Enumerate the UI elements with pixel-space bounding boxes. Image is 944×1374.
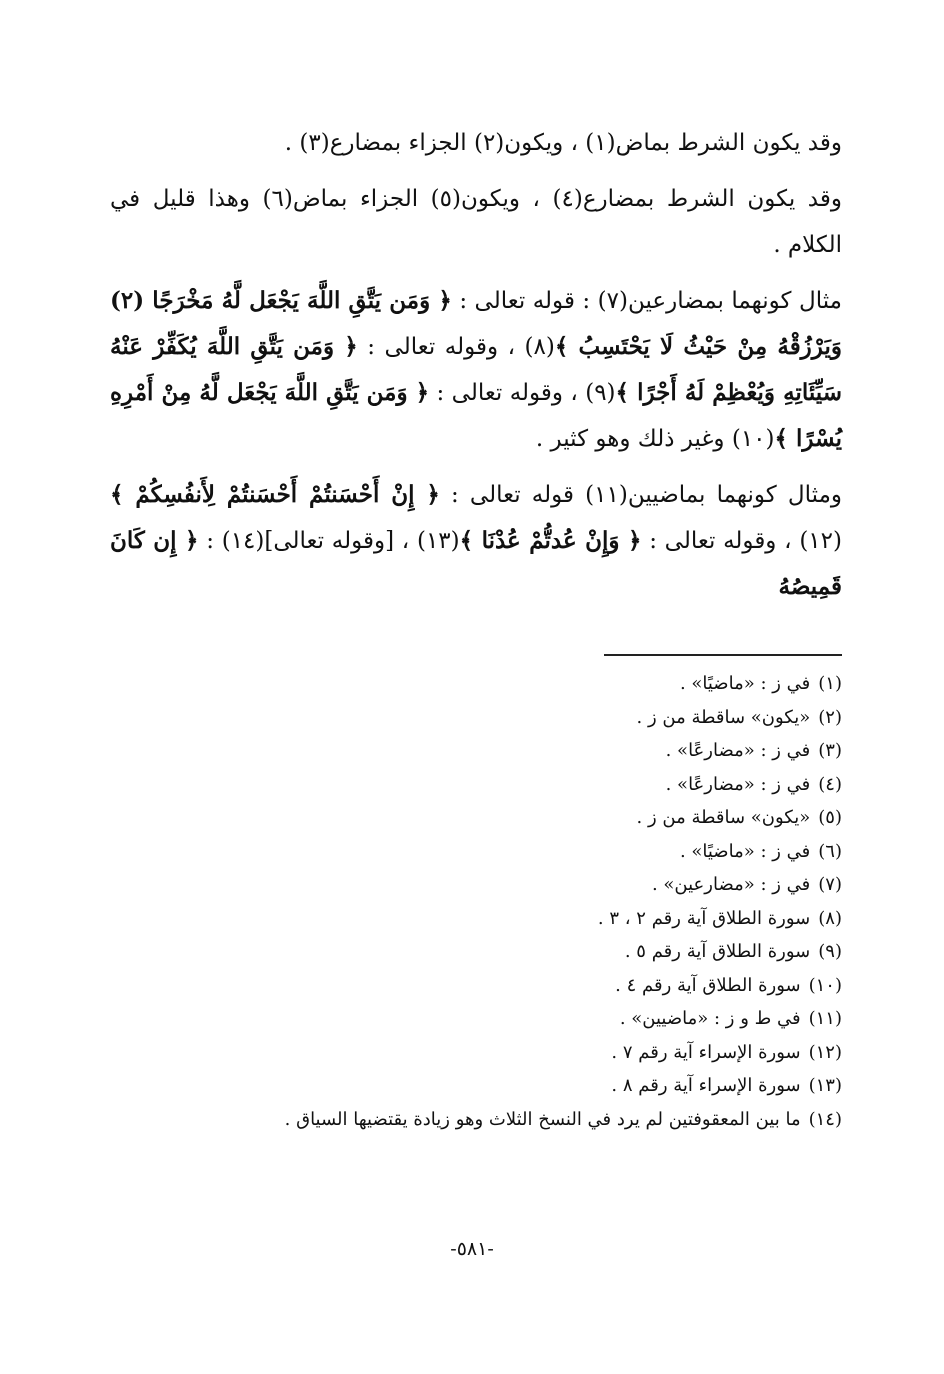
footnote-text: سورة الطلاق آية رقم ٢ ، ٣ . (597, 907, 811, 929)
footnote-item (122, 801, 842, 835)
footnote-number: (٩) (818, 941, 842, 962)
footnote-number: (١٠) (808, 974, 842, 996)
quran-quote: ﴿ وَمَن يَتَّقِ اللَّهَ يُكَفِّرْ عَنْهُ سَيِّئَاتِهِ وَيُعْظِمْ لَهُ أَجْرًا ﴾ (110, 333, 842, 406)
paragraph-4-text-b: (١٢) ، وقوله تعالى : (641, 528, 842, 554)
footnote-item (122, 734, 842, 768)
footnote-item (122, 969, 842, 1003)
footnote-number: (٨) (818, 907, 842, 929)
paragraph-3 (110, 278, 842, 462)
paragraph-2: وقد يكون الشرط بمضارع(٤) ، ويكون(٥) الجزاء بماض(٦) وهذا قليل في الكلام . (110, 186, 842, 258)
footnote-text: في ز : «مضارعًا» . (665, 740, 811, 761)
paragraph-3-text-d: (١٠) وغير ذلك وهو كثير . (535, 426, 775, 452)
quran-quote: ﴿ وَإِنْ عُدتُّمْ عُدْنَا ﴾ (459, 527, 642, 554)
main-text (110, 120, 842, 620)
footnote-number: (١٣) (808, 1075, 842, 1096)
footnote-text: «يكون» ساقطة من ز . (636, 807, 811, 828)
footnote-number: (١٤) (808, 1108, 842, 1130)
footnote-text: في ط و ز : «ماضيين» . (619, 1008, 801, 1029)
footnote-text: سورة الإسراء آية رقم ٨ . (611, 1075, 801, 1096)
footnote-divider (604, 654, 842, 656)
footnote-number: (٥) (818, 807, 842, 828)
footnote-text: في ز : «مضارعًا» . (665, 773, 811, 795)
footnote-number: (٦) (818, 840, 842, 862)
quran-quote: ﴿ إِن كَانَ قَمِيصُهُ (110, 527, 842, 600)
paragraph-3-text-b: (٨) ، وقوله تعالى : (357, 334, 555, 360)
paragraph-4-text-a: ومثال كونهما بماضيين(١١) قوله تعالى : (439, 482, 842, 508)
footnote-number: (١١) (808, 1008, 842, 1029)
footnotes-list (122, 667, 842, 1136)
footnote-text: في ز : «مضارعين» . (651, 874, 811, 895)
footnote-item (122, 1036, 842, 1070)
paragraph-3-text-c: (٩) ، وقوله تعالى : (429, 380, 616, 406)
footnote-text: «يكون» ساقطة من ز . (636, 706, 811, 728)
footnote-text: في ز : «ماضيًا» . (679, 673, 811, 694)
paragraph-4-text-c: (١٣) ، [وقوله تعالى](١٤) : (198, 528, 460, 554)
footnote-item (122, 768, 842, 802)
footnote-item (122, 935, 842, 969)
quran-quote: ﴿ وَمَن يَتَّقِ اللَّهَ يَجْعَل لَّهُ مَخْرَجًا (٢) وَيَرْزُقْهُ مِنْ حَيْثُ لَا يَحْتَسِبُ ﴾ (110, 287, 842, 360)
footnote-item (122, 1002, 842, 1036)
footnote-item (122, 701, 842, 735)
footnote-item (122, 1103, 842, 1137)
footnote-text: ما بين المعقوفتين لم يرد في النسخ الثلاث وهو زيادة يقتضيها السياق . (284, 1108, 801, 1130)
footnote-number: (٢) (818, 706, 842, 728)
footnote-number: (١) (818, 673, 842, 694)
page-number: -٥٨١- (450, 1238, 494, 1260)
paragraph-1: وقد يكون الشرط بماض(١) ، ويكون(٢) الجزاء بمضارع(٣) . (284, 130, 842, 156)
footnote-number: (١٢) (808, 1041, 842, 1063)
footnote-item (122, 902, 842, 936)
quran-quote: ﴿ إِنْ أَحْسَنتُمْ أَحْسَنتُمْ لِأَنفُسِكُمْ ﴾ (110, 481, 440, 508)
footnote-item (122, 1069, 842, 1103)
footnote-item (122, 868, 842, 902)
footnote-item (122, 835, 842, 869)
paragraph-3-text-a: مثال كونهما بمضارعين(٧) : قوله تعالى : (451, 288, 842, 314)
footnote-number: (٧) (818, 874, 842, 895)
paragraph-4 (110, 472, 842, 610)
footnote-number: (٣) (818, 740, 842, 761)
quran-quote: ﴿ وَمَن يَتَّقِ اللَّهَ يَجْعَل لَّهُ مِنْ أَمْرِهِ يُسْرًا ﴾ (110, 379, 842, 452)
footnote-text: سورة الإسراء آية رقم ٧ . (611, 1041, 801, 1063)
footnote-text: سورة الطلاق آية رقم ٤ . (615, 974, 801, 996)
footnote-text: في ز : «ماضيًا» . (679, 840, 811, 862)
footnote-number: (٤) (818, 773, 842, 795)
footnote-text: سورة الطلاق آية رقم ٥ . (624, 941, 811, 962)
footnote-item (122, 667, 842, 701)
